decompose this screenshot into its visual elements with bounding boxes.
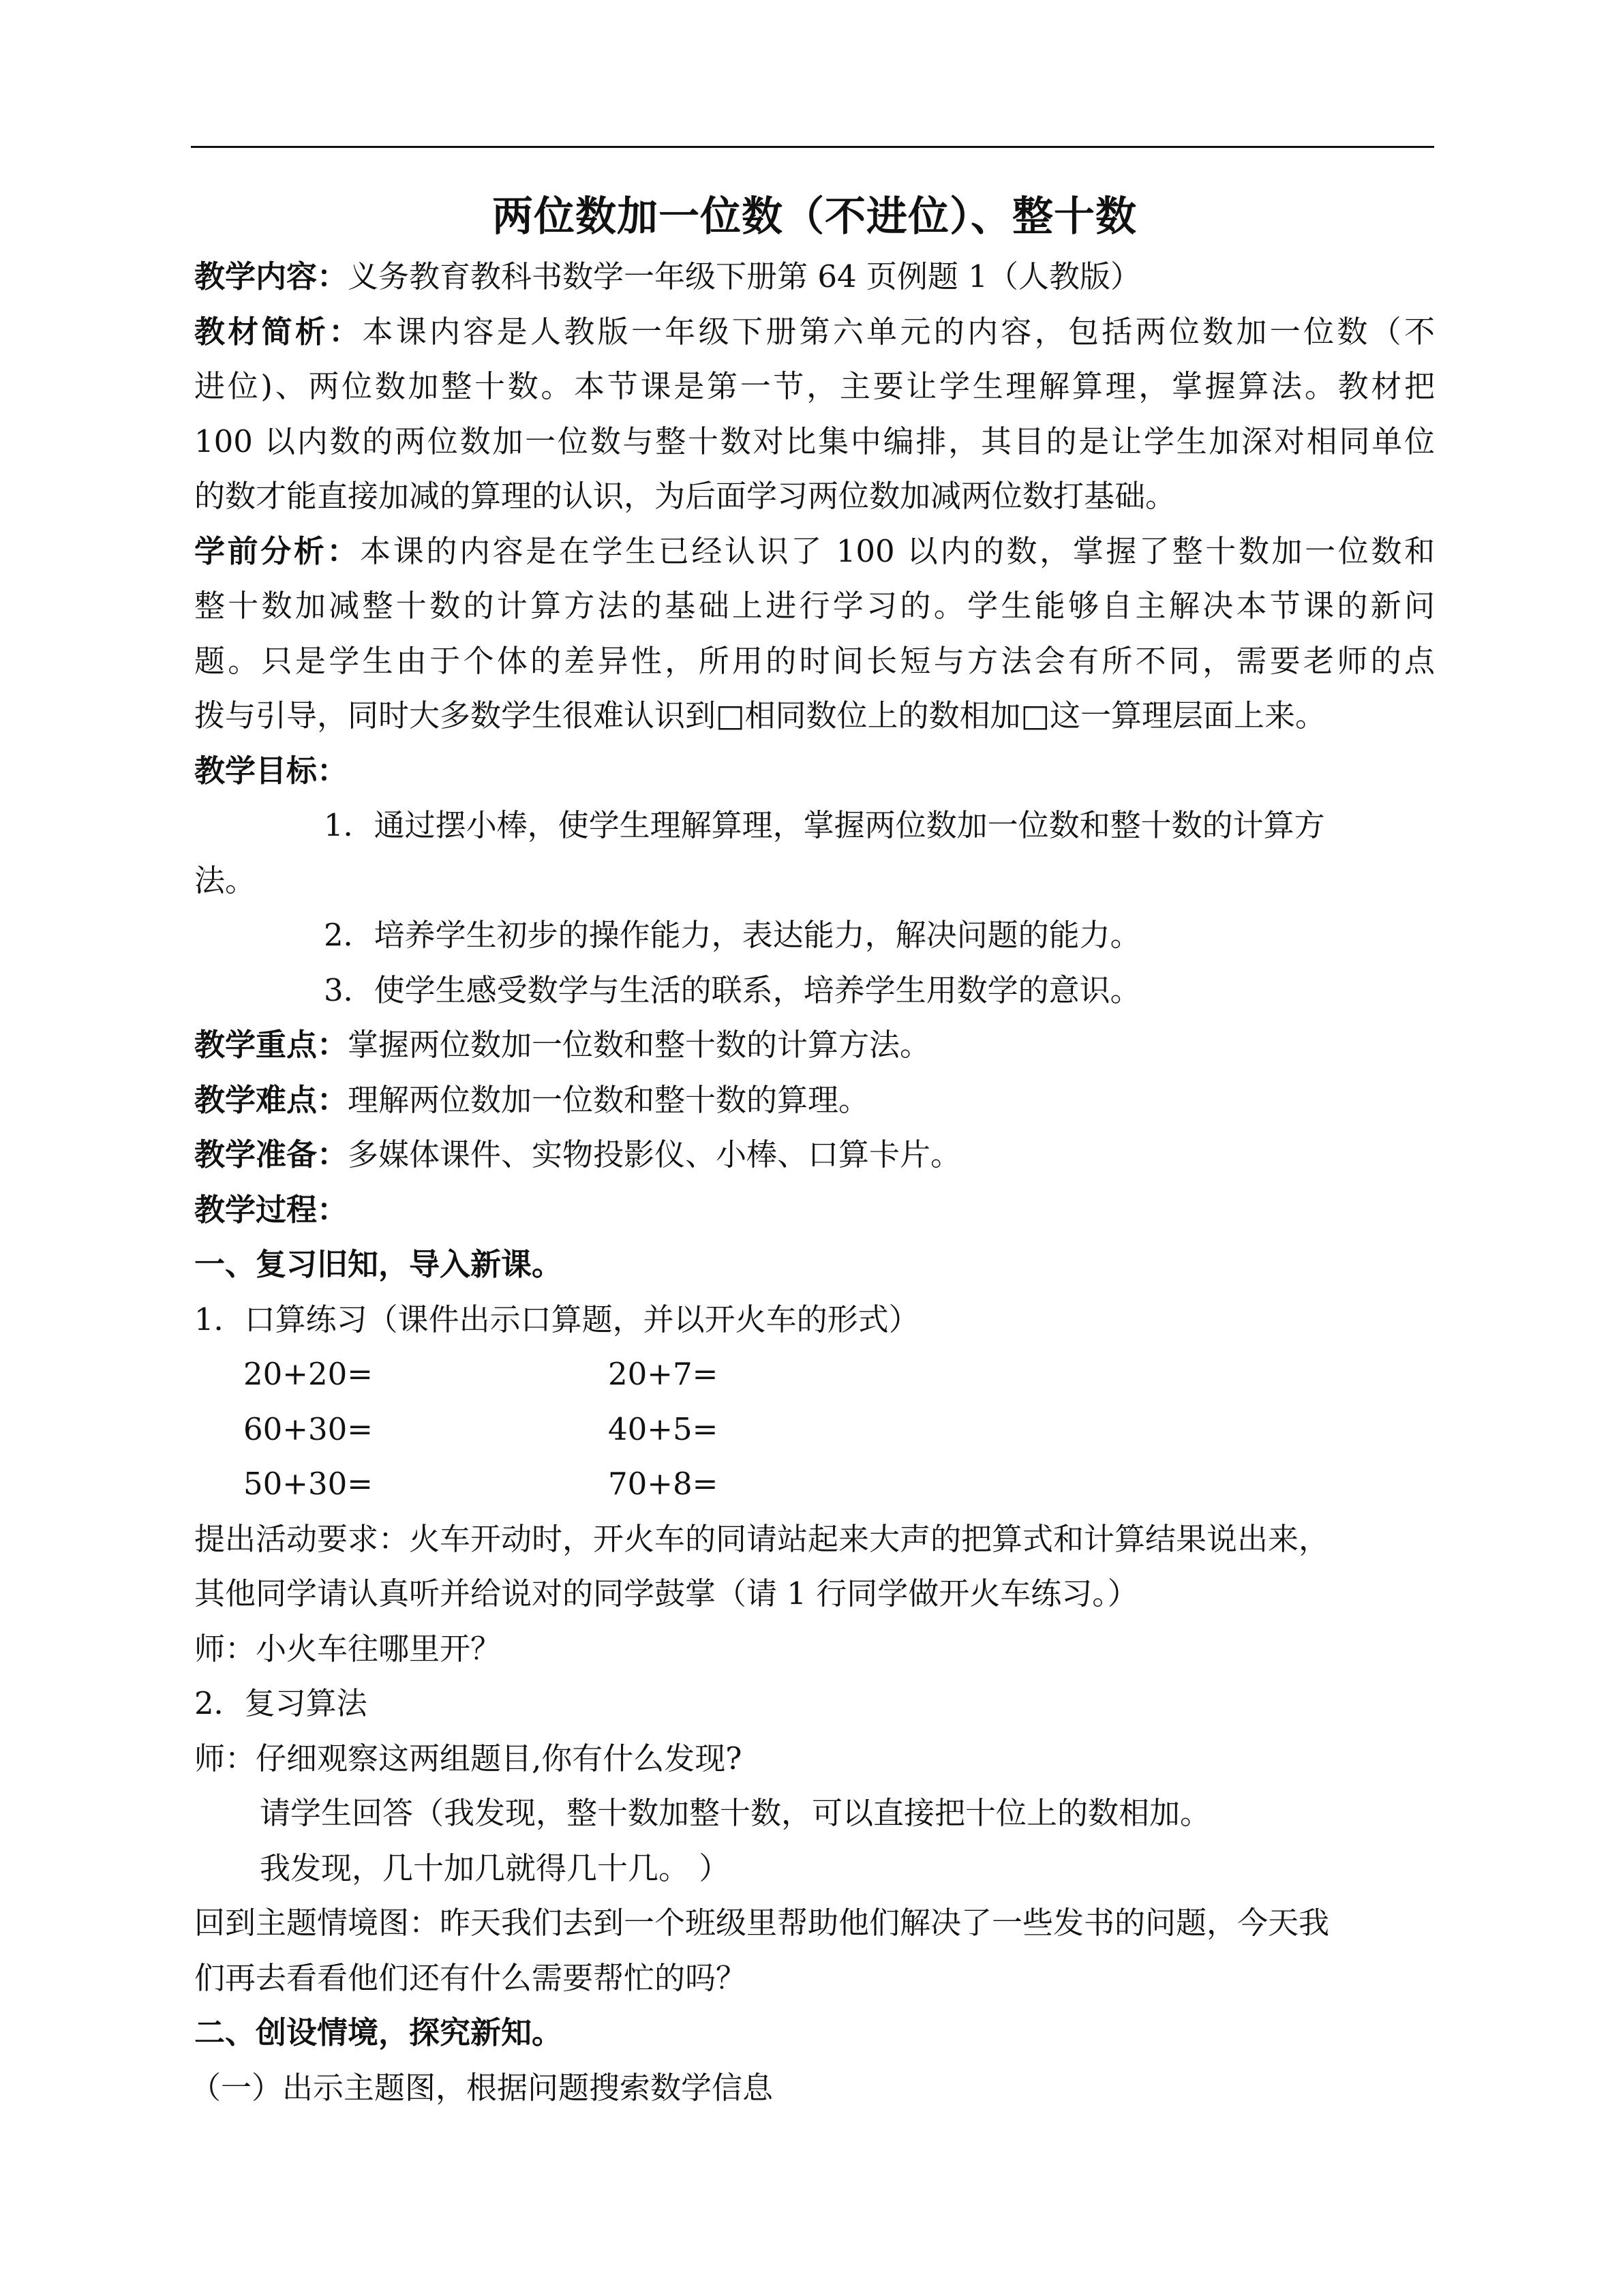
key-line bbox=[194, 1018, 1435, 1073]
goal-item-2: 2．培养学生初步的操作能力，表达能力，解决问题的能力。 bbox=[324, 917, 1141, 953]
content-text: 义务教育教科书数学一年级下册第 64 页例题 1（人教版） bbox=[348, 258, 1141, 294]
return-line-1: 回到主题情境图：昨天我们去到一个班级里帮助他们解决了一些发书的问题，今天我 bbox=[194, 1905, 1330, 1941]
equation: 70+8= bbox=[608, 1466, 718, 1502]
analysis-text-1: 本课内容是人教版一年级下册第六单元的内容，包括两位数加一位数（不 bbox=[362, 313, 1435, 350]
analysis-label: 教材简析： bbox=[194, 313, 363, 350]
activity-line-1: 提出活动要求：火车开动时，开火车的同请站起来大声的把算式和计算结果说出来， bbox=[194, 1520, 1330, 1557]
page-title: 两位数加一位数（不进位）、整十数 bbox=[492, 193, 1137, 241]
section2-sub1: （一）出示主题图，根据问题搜索数学信息 bbox=[190, 2069, 774, 2106]
prep-label: 教学准备： bbox=[194, 1136, 348, 1173]
equation: 50+30= bbox=[243, 1466, 373, 1502]
analysis-line-1 bbox=[194, 305, 1435, 360]
content-line bbox=[194, 250, 1435, 305]
process-label: 教学过程： bbox=[194, 1191, 348, 1228]
teacher-question-2: 师：仔细观察这两组题目,你有什么发现? bbox=[194, 1740, 742, 1777]
content-label: 教学内容： bbox=[194, 258, 348, 294]
difficulty-text: 理解两位数加一位数和整十数的算理。 bbox=[348, 1081, 870, 1118]
equation-row bbox=[194, 1347, 1435, 1402]
section1-heading: 一、复习旧知，导入新课。 bbox=[194, 1246, 563, 1282]
preanalysis-line-2: 整十数加减整十数的计算方法的基础上进行学习的。学生能够自主解决本节课的新问 bbox=[194, 588, 1435, 624]
analysis-line-3: 100 以内数的两位数加一位数与整十数对比集中编排，其目的是让学生加深对相同单位 bbox=[194, 423, 1435, 459]
goal-item-1: 1．通过摆小棒，使学生理解算理，掌握两位数加一位数和整十数的计算方 bbox=[324, 807, 1325, 843]
key-label: 教学重点： bbox=[194, 1027, 348, 1063]
goal-item-3: 3．使学生感受数学与生活的联系，培养学生用数学的意识。 bbox=[324, 971, 1141, 1008]
student-answer-1: 请学生回答（我发现，整十数加整十数，可以直接把十位上的数相加。 bbox=[260, 1795, 1211, 1831]
preanalysis-label: 学前分析： bbox=[194, 532, 361, 569]
header-rule bbox=[191, 146, 1434, 148]
goal-item-1-cont: 法。 bbox=[194, 862, 256, 898]
equation: 20+7= bbox=[608, 1356, 718, 1392]
preanalysis-text-1: 本课的内容是在学生已经认识了 100 以内的数，掌握了整十数加一位数和 bbox=[360, 532, 1435, 569]
section1-item2: 2．复习算法 bbox=[194, 1685, 367, 1721]
preanalysis-line-1 bbox=[194, 524, 1435, 579]
analysis-line-2: 进位)、两位数加整十数。本节课是第一节，主要让学生理解算理，掌握算法。教材把 bbox=[194, 368, 1435, 404]
equation-row bbox=[194, 1457, 1435, 1512]
equation: 60+30= bbox=[243, 1410, 373, 1447]
difficulty-label: 教学难点： bbox=[194, 1081, 348, 1118]
student-answer-2: 我发现，几十加几就得几十几。 ） bbox=[260, 1849, 730, 1886]
equation: 20+20= bbox=[243, 1356, 373, 1392]
analysis-line-4: 的数才能直接加减的算理的认识，为后面学习两位数加减两位数打基础。 bbox=[194, 478, 1177, 514]
equation: 40+5= bbox=[608, 1410, 718, 1447]
preanalysis-line-3: 题。只是学生由于个体的差异性，所用的时间长短与方法会有所不同，需要老师的点 bbox=[194, 642, 1435, 679]
difficulty-line bbox=[194, 1073, 1435, 1128]
equation-row bbox=[194, 1402, 1435, 1457]
prep-line bbox=[194, 1128, 1435, 1183]
preanalysis-line-4: 拨与引导，同时大多数学生很难认识到□相同数位上的数相加□这一算理层面上来。 bbox=[194, 697, 1326, 734]
teacher-question-1: 师：小火车往哪里开？ bbox=[194, 1630, 502, 1667]
activity-line-2: 其他同学请认真听并给说对的同学鼓掌（请 1 行同学做开火车练习。） bbox=[194, 1575, 1138, 1612]
section1-item1: 1．口算练习（课件出示口算题，并以开火车的形式） bbox=[194, 1301, 920, 1338]
document-page bbox=[190, 184, 1435, 2115]
return-line-2: 们再去看看他们还有什么需要帮忙的吗？ bbox=[194, 1959, 747, 1996]
prep-text: 多媒体课件、实物投影仪、小棒、口算卡片。 bbox=[348, 1136, 962, 1173]
section2-heading: 二、创设情境，探究新知。 bbox=[194, 2014, 563, 2051]
goals-label: 教学目标： bbox=[194, 752, 348, 789]
key-text: 掌握两位数加一位数和整十数的计算方法。 bbox=[348, 1027, 931, 1063]
